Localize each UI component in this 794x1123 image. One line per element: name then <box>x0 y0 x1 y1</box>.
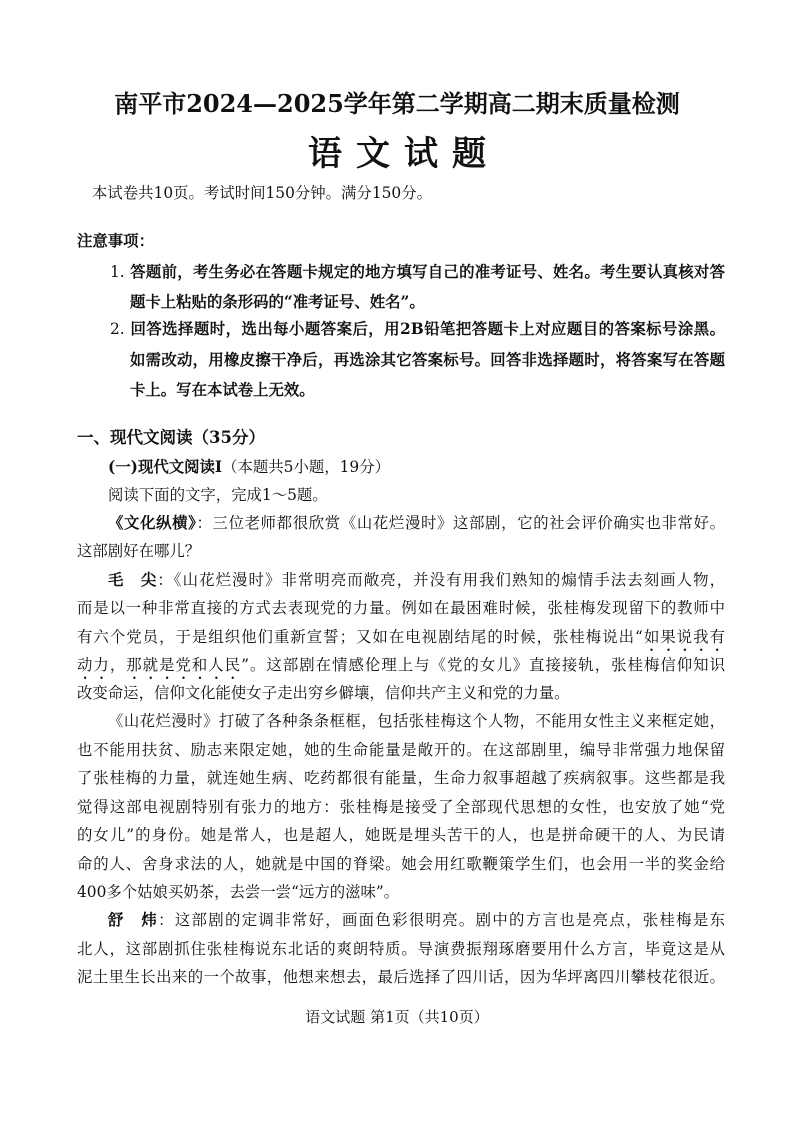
paragraph-line: 北人，这部剧抓住张桂梅说东北话的爽朗特质。导演费振翔琢磨要用什么方言，毕竟这是从 <box>77 940 725 958</box>
emphasized-text: 动力，那就是党和人民 <box>77 656 242 674</box>
speaker: 《文化纵横》 <box>108 514 197 532</box>
speaker: 毛 尖 <box>108 571 158 589</box>
text: ：《山花烂漫时》非常明亮而敞亮，并没有用我们熟知的煽情手法去刻画人物， <box>157 571 725 589</box>
paragraph-line: 命的人、舍身求法的人，她就是中国的脊梁。她会用红歌鞭策学生们，也会用一半的奖金给 <box>77 855 725 873</box>
subsection-note: （本题共5小题，19分） <box>222 458 391 476</box>
paragraph-line <box>77 627 725 655</box>
paragraph-line: 而是以一种非常直接的方式去表现党的力量。例如在最困难时候，张桂梅发现留下的教师中 <box>77 599 725 617</box>
notice-heading: 注意事项： <box>77 232 154 250</box>
item-number: 1. <box>110 263 125 281</box>
paragraph-line: 《山花烂漫时》打破了各种条条框框，包括张桂梅这个人物，不能用女性主义来框定她， <box>108 712 725 730</box>
notice-item-2 <box>110 319 725 339</box>
paragraph-line: 也不能用扶贫、励志来限定她，她的生命能量是敞开的。在这部剧里，编导非常强力地保留 <box>77 741 725 759</box>
paragraph-line: 这部剧好在哪儿？ <box>77 542 201 560</box>
notice-text: 如需改动，用橡皮擦干净后，再选涂其它答案标号。回答非选择题时，将答案写在答题 <box>130 351 725 369</box>
notice-text: 卡上。写在本试卷上无效。 <box>130 381 315 399</box>
text: ：三位老师都很欣赏《山花烂漫时》这部剧，它的社会评价确实也非常好。 <box>196 514 725 532</box>
page-footer: 语文试题 第1页（共10页） <box>305 1008 489 1026</box>
paragraph-line <box>108 570 725 590</box>
subject-title: 语文试题 <box>308 134 500 174</box>
instruction: 阅读下面的文字，完成1～5题。 <box>108 486 328 504</box>
paragraph-line <box>108 513 725 533</box>
paragraph-line: 的女儿”的身份。她是常人，也是超人，她既是埋头苦干的人，也是拼命硬干的人、为民请 <box>77 826 725 844</box>
paragraph-line <box>77 655 725 683</box>
paragraph-line: 了张桂梅的力量，就连她生病、吃药都很有能量，生命力叙事超越了疾病叙事。这些都是我 <box>77 769 725 787</box>
notice-text: 题卡上粘贴的条形码的“准考证号、姓名”。 <box>130 293 425 311</box>
paragraph-line: 改变命运，信仰文化能使女子走出穷乡僻壤，信仰共产主义和党的力量。 <box>77 684 570 702</box>
paragraph-line: 泥土里生长出来的一个故事，他想来想去，最后选择了四川话，因为华坪离四川攀枝花很近。 <box>77 968 725 986</box>
paragraph-line <box>108 910 725 930</box>
paragraph-line: 觉得这部电视剧特别有张力的地方：张桂梅是接受了全部现代思想的女性，也安放了她“党 <box>77 798 725 816</box>
subsection-title: (一)现代文阅读Ⅰ <box>108 458 223 476</box>
section-heading: 一、现代文阅读（35分） <box>77 428 265 447</box>
speaker: 舒 炜 <box>108 911 159 929</box>
emphasized-text: 如果说我有 <box>642 628 725 646</box>
paragraph-line: 400多个姑娘买奶茶，去尝一尝“远方的滋味”。 <box>77 883 400 901</box>
text: 有六个党员，于是组织他们重新宣誓；又如在电视剧结尾的时候，张桂梅说出“ <box>77 628 643 646</box>
text: ：这部剧的定调非常好，画面色彩很明亮。剧中的方言也是亮点，张桂梅是东 <box>158 911 725 929</box>
notice-item-1 <box>110 262 725 282</box>
notice-text: 答题前，考生务必在答题卡规定的地方填写自己的准考证号、姓名。考生要认真核对答 <box>130 263 725 281</box>
notice-text: 回答选择题时，选出每小题答案后，用2B铅笔把答题卡上对应题目的答案标号涂黑。 <box>130 320 725 338</box>
text: ”。这部剧在情感伦理上与《党的女儿》直接接轨，张桂梅信仰知识 <box>241 656 725 674</box>
exam-title: 南平市2024—2025学年第二学期高二期末质量检测 <box>114 89 680 118</box>
exam-info: 本试卷共10页。考试时间150分钟。满分150分。 <box>92 184 432 202</box>
item-number: 2. <box>110 320 125 338</box>
subsection-heading <box>108 457 390 477</box>
